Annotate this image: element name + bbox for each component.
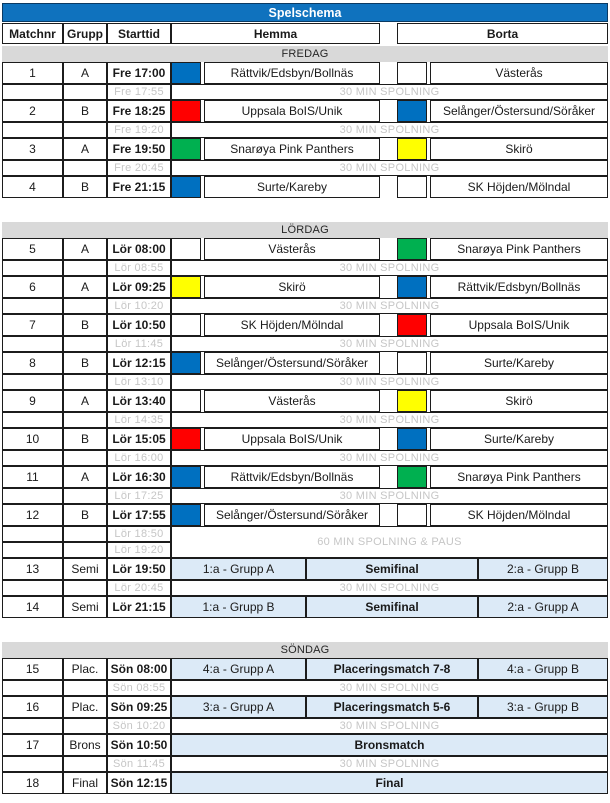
matchnr-cell bbox=[2, 718, 63, 734]
playoff-name-cell: Bronsmatch bbox=[171, 734, 608, 756]
playoff-full-row bbox=[2, 772, 608, 794]
away-team-cell: Selånger/Östersund/Söråker bbox=[430, 100, 608, 122]
column-gap bbox=[380, 23, 397, 44]
matchnr-cell bbox=[2, 298, 63, 314]
playoff-away-cell: 3:a - Grupp B bbox=[478, 696, 608, 718]
home-color-cell bbox=[171, 504, 201, 526]
column-header-row bbox=[2, 23, 608, 44]
playoff-name-cell: Placeringsmatch 5-6 bbox=[306, 696, 478, 718]
matchnr-cell bbox=[2, 374, 63, 390]
matchnr-cell: 6 bbox=[2, 276, 63, 298]
schedule-rows bbox=[2, 46, 608, 794]
column-gap bbox=[380, 352, 397, 374]
home-team-cell: SK Höjden/Mölndal bbox=[204, 314, 380, 336]
matchnr-cell: 14 bbox=[2, 596, 63, 618]
group-cell: B bbox=[63, 176, 107, 198]
match-row bbox=[2, 276, 608, 298]
group-cell bbox=[63, 756, 107, 772]
group-cell: A bbox=[63, 62, 107, 84]
column-header-starttid: Starttid bbox=[107, 23, 171, 44]
away-color-cell bbox=[397, 352, 427, 374]
column-gap bbox=[380, 238, 397, 260]
pause-row bbox=[2, 412, 608, 428]
group-cell: A bbox=[63, 390, 107, 412]
group-cell bbox=[63, 412, 107, 428]
matchnr-cell bbox=[2, 450, 63, 466]
away-team-cell: Västerås bbox=[430, 62, 608, 84]
playoff-home-cell: 1:a - Grupp A bbox=[171, 558, 306, 580]
pause-label-cell: 30 MIN SPOLNING bbox=[171, 450, 608, 466]
playoff-name-cell: Semifinal bbox=[306, 596, 478, 618]
away-team-cell: Skirö bbox=[430, 138, 608, 160]
away-color-cell bbox=[397, 100, 427, 122]
schedule-table bbox=[2, 3, 608, 794]
group-cell: B bbox=[63, 314, 107, 336]
playoff-row bbox=[2, 596, 608, 618]
matchnr-cell: 17 bbox=[2, 734, 63, 756]
away-team-cell: Uppsala BoIS/Unik bbox=[430, 314, 608, 336]
column-gap bbox=[380, 138, 397, 160]
home-color-cell bbox=[171, 352, 201, 374]
pause-label-cell: 30 MIN SPOLNING bbox=[171, 374, 608, 390]
pause-time-cell: Lör 13:10 bbox=[107, 374, 171, 390]
away-color-cell bbox=[397, 138, 427, 160]
pause-label-cell: 30 MIN SPOLNING bbox=[171, 756, 608, 772]
column-header-matchnr: Matchnr bbox=[2, 23, 63, 44]
group-cell bbox=[63, 580, 107, 596]
starttime-cell: Fre 17:00 bbox=[107, 62, 171, 84]
column-gap bbox=[380, 504, 397, 526]
match-row bbox=[2, 238, 608, 260]
match-row bbox=[2, 314, 608, 336]
group-cell: A bbox=[63, 276, 107, 298]
home-team-cell: Selånger/Östersund/Söråker bbox=[204, 504, 380, 526]
pause-time-cell: Lör 14:35 bbox=[107, 412, 171, 428]
column-header-grupp: Grupp bbox=[63, 23, 107, 44]
playoff-home-cell: 1:a - Grupp B bbox=[171, 596, 306, 618]
pause-time-cell: Lör 10:20 bbox=[107, 298, 171, 314]
group-cell bbox=[63, 718, 107, 734]
matchnr-cell: 12 bbox=[2, 504, 63, 526]
away-color-cell bbox=[397, 62, 427, 84]
group-cell bbox=[63, 160, 107, 176]
group-cell bbox=[63, 526, 107, 542]
matchnr-cell bbox=[2, 526, 63, 542]
starttime-cell: Sön 10:50 bbox=[107, 734, 171, 756]
pause-time-cell: Fre 20:45 bbox=[107, 160, 171, 176]
home-team-cell: Snarøya Pink Panthers bbox=[204, 138, 380, 160]
starttime-cell: Lör 08:00 bbox=[107, 238, 171, 260]
away-team-cell: Surte/Kareby bbox=[430, 428, 608, 450]
pause-times-stack bbox=[2, 526, 171, 558]
pause-label-cell: 30 MIN SPOLNING bbox=[171, 260, 608, 276]
pause-time-cell: Sön 10:20 bbox=[107, 718, 171, 734]
pause-row bbox=[2, 298, 608, 314]
pause-label-cell: 30 MIN SPOLNING bbox=[171, 580, 608, 596]
playoff-name-cell: Placeringsmatch 7-8 bbox=[306, 658, 478, 680]
away-color-cell bbox=[397, 428, 427, 450]
matchnr-cell: 7 bbox=[2, 314, 63, 336]
day-header: SÖNDAG bbox=[2, 642, 608, 658]
home-team-cell: Selånger/Östersund/Söråker bbox=[204, 352, 380, 374]
match-row bbox=[2, 62, 608, 84]
home-color-cell bbox=[171, 428, 201, 450]
starttime-cell: Fre 21:15 bbox=[107, 176, 171, 198]
playoff-away-cell: 2:a - Grupp B bbox=[478, 558, 608, 580]
home-color-cell bbox=[171, 238, 201, 260]
home-team-cell: Västerås bbox=[204, 390, 380, 412]
home-color-cell bbox=[171, 138, 201, 160]
column-header-hemma: Hemma bbox=[171, 23, 380, 44]
match-row bbox=[2, 138, 608, 160]
home-color-cell bbox=[171, 466, 201, 488]
group-cell: Plac. bbox=[63, 658, 107, 680]
matchnr-cell bbox=[2, 122, 63, 138]
home-team-cell: Surte/Kareby bbox=[204, 176, 380, 198]
playoff-full-row bbox=[2, 734, 608, 756]
pause-label-cell: 30 MIN SPOLNING bbox=[171, 718, 608, 734]
pause-time-cell: Lör 08:55 bbox=[107, 260, 171, 276]
group-cell bbox=[63, 374, 107, 390]
group-cell bbox=[63, 450, 107, 466]
match-row bbox=[2, 428, 608, 450]
pause-row bbox=[2, 718, 608, 734]
group-cell: A bbox=[63, 466, 107, 488]
match-row bbox=[2, 390, 608, 412]
column-gap bbox=[380, 176, 397, 198]
pause-label-cell: 30 MIN SPOLNING bbox=[171, 488, 608, 504]
pause-row bbox=[2, 450, 608, 466]
pause-row bbox=[2, 160, 608, 176]
group-cell: B bbox=[63, 504, 107, 526]
home-team-cell: Rättvik/Edsbyn/Bollnäs bbox=[204, 466, 380, 488]
home-team-cell: Rättvik/Edsbyn/Bollnäs bbox=[204, 62, 380, 84]
starttime-cell: Lör 15:05 bbox=[107, 428, 171, 450]
pause-row bbox=[2, 580, 608, 596]
home-color-cell bbox=[171, 314, 201, 336]
starttime-cell: Sön 09:25 bbox=[107, 696, 171, 718]
group-cell: Brons bbox=[63, 734, 107, 756]
starttime-cell: Lör 10:50 bbox=[107, 314, 171, 336]
matchnr-cell: 11 bbox=[2, 466, 63, 488]
group-cell: Semi bbox=[63, 558, 107, 580]
column-gap bbox=[380, 62, 397, 84]
pause-time-cell: Lör 16:00 bbox=[107, 450, 171, 466]
away-team-cell: SK Höjden/Mölndal bbox=[430, 176, 608, 198]
away-team-cell: Snarøya Pink Panthers bbox=[430, 466, 608, 488]
pause-row bbox=[2, 336, 608, 352]
away-color-cell bbox=[397, 390, 427, 412]
pause-time-cell: Fre 17:55 bbox=[107, 84, 171, 100]
pause-row bbox=[2, 84, 608, 100]
playoff-row bbox=[2, 558, 608, 580]
playoff-home-cell: 4:a - Grupp A bbox=[171, 658, 306, 680]
matchnr-cell: 4 bbox=[2, 176, 63, 198]
pause-time-cell: Lör 17:25 bbox=[107, 488, 171, 504]
column-gap bbox=[380, 314, 397, 336]
starttime-cell: Lör 12:15 bbox=[107, 352, 171, 374]
pause-label-cell: 30 MIN SPOLNING bbox=[171, 84, 608, 100]
starttime-cell: Lör 13:40 bbox=[107, 390, 171, 412]
group-cell: B bbox=[63, 100, 107, 122]
pause-time-cell: Fre 19:20 bbox=[107, 122, 171, 138]
pause-row bbox=[2, 488, 608, 504]
pause-time-cell: Sön 08:55 bbox=[107, 680, 171, 696]
group-cell bbox=[63, 84, 107, 100]
matchnr-cell bbox=[2, 580, 63, 596]
matchnr-cell bbox=[2, 680, 63, 696]
matchnr-cell: 8 bbox=[2, 352, 63, 374]
away-team-cell: SK Höjden/Mölndal bbox=[430, 504, 608, 526]
starttime-cell: Fre 19:50 bbox=[107, 138, 171, 160]
playoff-row bbox=[2, 696, 608, 718]
matchnr-cell: 2 bbox=[2, 100, 63, 122]
group-cell: A bbox=[63, 238, 107, 260]
pause-row bbox=[2, 374, 608, 390]
playoff-away-cell: 2:a - Grupp A bbox=[478, 596, 608, 618]
pause-label-cell: 30 MIN SPOLNING bbox=[171, 298, 608, 314]
matchnr-cell bbox=[2, 756, 63, 772]
starttime-cell: Lör 09:25 bbox=[107, 276, 171, 298]
away-color-cell bbox=[397, 466, 427, 488]
matchnr-cell: 13 bbox=[2, 558, 63, 580]
home-team-cell: Västerås bbox=[204, 238, 380, 260]
starttime-cell: Fre 18:25 bbox=[107, 100, 171, 122]
matchnr-cell: 10 bbox=[2, 428, 63, 450]
pause-row bbox=[2, 680, 608, 696]
pause-row bbox=[2, 260, 608, 276]
match-row bbox=[2, 100, 608, 122]
playoff-name-cell: Final bbox=[171, 772, 608, 794]
pause-label-cell: 30 MIN SPOLNING bbox=[171, 160, 608, 176]
home-color-cell bbox=[171, 390, 201, 412]
match-row bbox=[2, 466, 608, 488]
playoff-home-cell: 3:a - Grupp A bbox=[171, 696, 306, 718]
group-cell: B bbox=[63, 428, 107, 450]
column-gap bbox=[380, 100, 397, 122]
away-team-cell: Surte/Kareby bbox=[430, 352, 608, 374]
column-gap bbox=[380, 428, 397, 450]
day-header: FREDAG bbox=[2, 46, 608, 62]
match-row bbox=[2, 176, 608, 198]
pause-row bbox=[2, 122, 608, 138]
page-title: Spelschema bbox=[268, 5, 342, 20]
group-cell bbox=[63, 260, 107, 276]
away-color-cell bbox=[397, 276, 427, 298]
pause-time-cell: Lör 20:45 bbox=[107, 580, 171, 596]
group-cell bbox=[63, 298, 107, 314]
match-row bbox=[2, 504, 608, 526]
group-cell: Plac. bbox=[63, 696, 107, 718]
away-team-cell: Skirö bbox=[430, 390, 608, 412]
group-cell bbox=[63, 488, 107, 504]
matchnr-cell: 18 bbox=[2, 772, 63, 794]
group-cell bbox=[63, 336, 107, 352]
playoff-name-cell: Semifinal bbox=[306, 558, 478, 580]
pause-row bbox=[2, 756, 608, 772]
pause-time-cell: Lör 19:20 bbox=[107, 542, 171, 558]
playoff-away-cell: 4:a - Grupp B bbox=[478, 658, 608, 680]
matchnr-cell: 9 bbox=[2, 390, 63, 412]
pause-time-cell: Lör 11:45 bbox=[107, 336, 171, 352]
pause2-row bbox=[2, 526, 608, 558]
away-color-cell bbox=[397, 176, 427, 198]
starttime-cell: Sön 08:00 bbox=[107, 658, 171, 680]
starttime-cell: Lör 16:30 bbox=[107, 466, 171, 488]
column-gap bbox=[380, 276, 397, 298]
matchnr-cell bbox=[2, 412, 63, 428]
group-cell: A bbox=[63, 138, 107, 160]
away-color-cell bbox=[397, 238, 427, 260]
group-cell: B bbox=[63, 352, 107, 374]
matchnr-cell bbox=[2, 542, 63, 558]
column-gap bbox=[380, 390, 397, 412]
pause-time-cell: Lör 18:50 bbox=[107, 526, 171, 542]
matchnr-cell: 5 bbox=[2, 238, 63, 260]
pause-label-cell: 30 MIN SPOLNING bbox=[171, 680, 608, 696]
matchnr-cell bbox=[2, 488, 63, 504]
starttime-cell: Lör 17:55 bbox=[107, 504, 171, 526]
matchnr-cell bbox=[2, 84, 63, 100]
away-color-cell bbox=[397, 504, 427, 526]
schedule-title-bar bbox=[2, 3, 608, 22]
pause-label-cell: 30 MIN SPOLNING bbox=[171, 336, 608, 352]
group-cell: Semi bbox=[63, 596, 107, 618]
home-color-cell bbox=[171, 100, 201, 122]
column-gap bbox=[380, 466, 397, 488]
home-team-cell: Skirö bbox=[204, 276, 380, 298]
matchnr-cell: 3 bbox=[2, 138, 63, 160]
home-team-cell: Uppsala BoIS/Unik bbox=[204, 100, 380, 122]
starttime-cell: Lör 19:50 bbox=[107, 558, 171, 580]
group-cell bbox=[63, 680, 107, 696]
day-header: LÖRDAG bbox=[2, 222, 608, 238]
pause-subrow bbox=[2, 542, 171, 558]
matchnr-cell: 16 bbox=[2, 696, 63, 718]
home-color-cell bbox=[171, 176, 201, 198]
pause-subrow bbox=[2, 526, 171, 542]
pause-label-cell: 60 MIN SPOLNING & PAUS bbox=[171, 526, 608, 558]
group-cell bbox=[63, 542, 107, 558]
matchnr-cell bbox=[2, 160, 63, 176]
playoff-row bbox=[2, 658, 608, 680]
pause-label-cell: 30 MIN SPOLNING bbox=[171, 122, 608, 138]
home-color-cell bbox=[171, 62, 201, 84]
home-team-cell: Uppsala BoIS/Unik bbox=[204, 428, 380, 450]
away-team-cell: Rättvik/Edsbyn/Bollnäs bbox=[430, 276, 608, 298]
matchnr-cell bbox=[2, 336, 63, 352]
starttime-cell: Lör 21:15 bbox=[107, 596, 171, 618]
pause-time-cell: Sön 11:45 bbox=[107, 756, 171, 772]
group-cell: Final bbox=[63, 772, 107, 794]
match-row bbox=[2, 352, 608, 374]
home-color-cell bbox=[171, 276, 201, 298]
pause-label-cell: 30 MIN SPOLNING bbox=[171, 412, 608, 428]
matchnr-cell bbox=[2, 260, 63, 276]
starttime-cell: Sön 12:15 bbox=[107, 772, 171, 794]
away-color-cell bbox=[397, 314, 427, 336]
matchnr-cell: 15 bbox=[2, 658, 63, 680]
group-cell bbox=[63, 122, 107, 138]
matchnr-cell: 1 bbox=[2, 62, 63, 84]
away-team-cell: Snarøya Pink Panthers bbox=[430, 238, 608, 260]
column-header-borta: Borta bbox=[397, 23, 608, 44]
